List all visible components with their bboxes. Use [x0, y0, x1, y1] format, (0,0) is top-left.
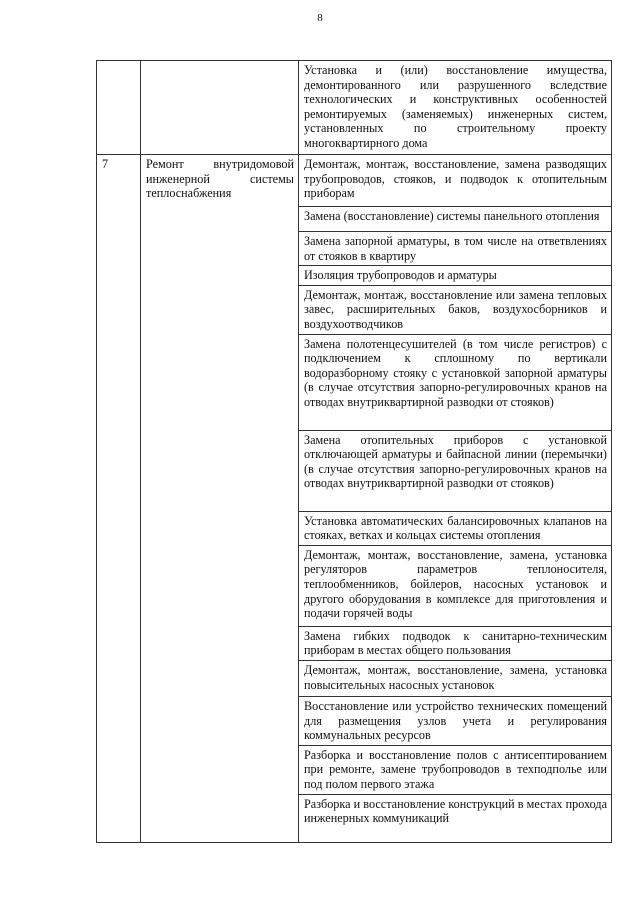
repair-works-table [96, 60, 612, 843]
table-body [97, 61, 612, 843]
row-number-cell [97, 61, 141, 155]
work-item-cell: Восстановление или устройство технических помещений для размещения узлов учета и регулирования коммунальных ресурсов [299, 696, 612, 745]
system-name-cell [141, 61, 299, 155]
work-item-cell: Изоляция трубопроводов и арматуры [299, 266, 612, 286]
work-item-cell: Демонтаж, монтаж, восстановление, замена, установка повысительных насосных установок [299, 660, 612, 696]
work-item-cell: Разборка и восстановление полов с антисептированием при ремонте, замене трубопроводов в техподполье или под полом первого этажа [299, 745, 612, 794]
work-item-cell: Установка автоматических балансировочных клапанов на стояках, ветках и кольцах системы отопления [299, 511, 612, 545]
work-item-cell: Демонтаж, монтаж, восстановление, замена, установка регуляторов параметров теплоносителя, теплообменников, бойлеров, насосных установок и другого оборудования в комплексе для приготовления и подачи горячей воды [299, 545, 612, 626]
work-item-cell: Замена (восстановление) системы панельного отопления [299, 207, 612, 232]
table-row [97, 155, 612, 207]
system-name-cell: Ремонт внутридомовой инженерной системы теплоснабжения [141, 155, 299, 843]
work-item-cell: Разборка и восстановление конструкций в местах прохода инженерных коммуникаций [299, 794, 612, 842]
work-item-cell: Демонтаж, монтаж, восстановление или замена тепловых завес, расширительных баков, воздухосборников и воздухоотводчиков [299, 285, 612, 334]
table-row [97, 61, 612, 155]
work-item-cell: Замена гибких подводок к санитарно-техническим приборам в местах общего пользования [299, 626, 612, 660]
work-item-cell: Замена полотенцесушителей (в том числе регистров) с подключением к сплошному по вертикали водоразборному стояку с установкой запорной арматуры (в случае отсутствия запорно-регулировочных кранов на отводах внутриквартирной разводки от стояков) [299, 334, 612, 430]
row-number-cell: 7 [97, 155, 141, 843]
work-item-cell: Демонтаж, монтаж, восстановление, замена разводящих трубопроводов, стояков, и подводок к отопительным приборам [299, 155, 612, 207]
work-item-cell: Замена отопительных приборов с установкой отключающей арматуры и байпасной линии (перемычки) (в случае отсутствия запорно-регулировочных кранов на отводах внутриквартирной разводки от стояков) [299, 430, 612, 511]
work-item-cell: Замена запорной арматуры, в том числе на ответвлениях от стояков в квартиру [299, 232, 612, 266]
work-item-cell: Установка и (или) восстановление имущества, демонтированного или разрушенного вследствие технологических и конструктивных особенностей ремонтируемых (заменяемых) инженерных систем, установленных по строительному проекту многоквартирного дома [299, 61, 612, 155]
page-number: 8 [317, 12, 323, 24]
